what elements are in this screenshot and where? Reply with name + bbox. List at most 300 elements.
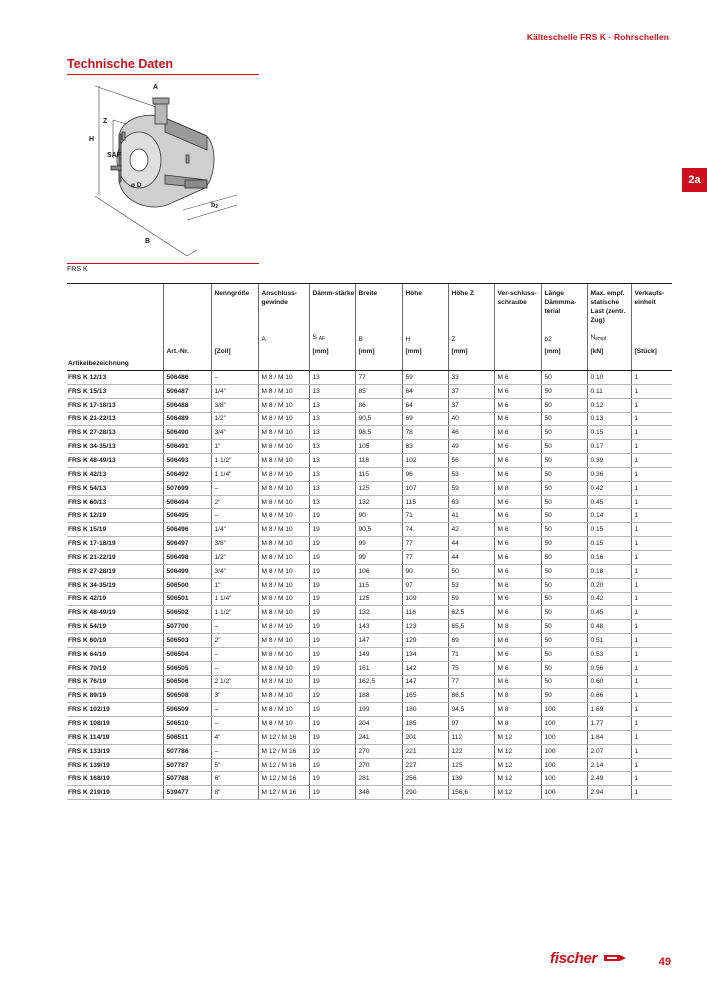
table-cell: 0.42: [587, 481, 631, 495]
table-cell: 1: [631, 758, 672, 772]
cell-art-nr: 506508: [163, 689, 211, 703]
label-b2-sub: 2: [215, 204, 219, 210]
table-row: [67, 481, 672, 495]
table-cell: 1: [631, 717, 672, 731]
table-cell: 44: [448, 550, 494, 564]
table-cell: M 8 / M 10: [258, 454, 309, 468]
table-cell: 65,5: [448, 620, 494, 634]
table-cell: 188: [355, 689, 402, 703]
label-b2-main: b: [211, 202, 216, 209]
table-cell: M 8 / M 10: [258, 509, 309, 523]
table-cell: 50: [541, 537, 587, 551]
table-cell: 105: [355, 440, 402, 454]
table-cell: –: [211, 481, 258, 495]
table-row: [67, 495, 672, 509]
table-cell: 2.07: [587, 744, 631, 758]
table-cell: M 6: [494, 426, 541, 440]
unit-laenge: [mm]: [541, 344, 587, 357]
table-cell: 100: [541, 758, 587, 772]
table-row: [67, 772, 672, 786]
table-cell: 0.13: [587, 412, 631, 426]
cell-artikelbezeichnung: FRS K 17-18/19: [67, 537, 163, 551]
table-cell: 6": [211, 772, 258, 786]
table-cell: 1.69: [587, 703, 631, 717]
table-cell: 0.60: [587, 675, 631, 689]
table-cell: –: [211, 620, 258, 634]
table-cell: 3/8": [211, 537, 258, 551]
cell-art-nr: 539477: [163, 786, 211, 800]
table-cell: 3/4": [211, 426, 258, 440]
table-cell: 161: [355, 661, 402, 675]
table-cell: –: [211, 703, 258, 717]
table-cell: 19: [309, 661, 355, 675]
table-cell: 50: [541, 440, 587, 454]
table-row: [67, 661, 672, 675]
table-cell: 1: [631, 675, 672, 689]
table-cell: 123: [402, 620, 448, 634]
table-cell: 41: [448, 509, 494, 523]
table-row: [67, 578, 672, 592]
cell-art-nr: 506493: [163, 454, 211, 468]
table-cell: M 6: [494, 398, 541, 412]
table-cell: 1: [631, 564, 672, 578]
cell-artikelbezeichnung: FRS K 108/19: [67, 717, 163, 731]
table-cell: 1: [631, 661, 672, 675]
table-cell: 149: [355, 647, 402, 661]
table-cell: 13: [309, 398, 355, 412]
table-cell: M 8 / M 10: [258, 481, 309, 495]
table-cell: 0.15: [587, 523, 631, 537]
table-cell: 2.14: [587, 758, 631, 772]
table-cell: 90,5: [355, 523, 402, 537]
cell-art-nr: 506500: [163, 578, 211, 592]
table-cell: 96: [402, 467, 448, 481]
table-cell: 1: [631, 495, 672, 509]
page-number: 49: [658, 956, 671, 968]
table-cell: 37: [448, 398, 494, 412]
table-cell: 1/4": [211, 523, 258, 537]
table-row: [67, 537, 672, 551]
table-cell: 19: [309, 717, 355, 731]
table-cell: 1.77: [587, 717, 631, 731]
table-cell: 0.53: [587, 647, 631, 661]
symbol-anschluss: A: [258, 333, 309, 344]
table-cell: 156,6: [448, 786, 494, 800]
table-cell: M 6: [494, 675, 541, 689]
table-row: [67, 703, 672, 717]
table-cell: M 6: [494, 412, 541, 426]
table-cell: 1: [631, 730, 672, 744]
table-cell: 50: [541, 467, 587, 481]
table-cell: M 12 / M 16: [258, 744, 309, 758]
table-cell: M 12: [494, 758, 541, 772]
unit-art: Art.-Nr.: [163, 344, 211, 357]
unit-last: [kN]: [587, 344, 631, 357]
table-cell: 0.42: [587, 592, 631, 606]
table-cell: 19: [309, 758, 355, 772]
cell-art-nr: 507700: [163, 620, 211, 634]
table-cell: 50: [541, 481, 587, 495]
cell-art-nr: 507787: [163, 758, 211, 772]
cell-art-nr: 507788: [163, 772, 211, 786]
cell-artikelbezeichnung: FRS K 64/19: [67, 647, 163, 661]
table-cell: 50: [541, 592, 587, 606]
table-cell: M 8 / M 10: [258, 495, 309, 509]
table-cell: 59: [402, 371, 448, 385]
table-cell: –: [211, 647, 258, 661]
cell-art-nr: 506488: [163, 398, 211, 412]
table-cell: 19: [309, 675, 355, 689]
table-cell: 1: [631, 481, 672, 495]
table-cell: 204: [355, 717, 402, 731]
header-empty: [163, 284, 211, 334]
table-cell: 0.48: [587, 620, 631, 634]
table-cell: M 8: [494, 717, 541, 731]
table-cell: 85: [355, 384, 402, 398]
table-cell: M 12 / M 16: [258, 730, 309, 744]
row-label-artikelbezeichnung: Artikelbezeichnung: [67, 357, 163, 371]
table-cell: M 8 / M 10: [258, 412, 309, 426]
table-cell: 40: [448, 412, 494, 426]
symbol-hoehe-z: Z: [448, 333, 494, 344]
table-row: [67, 786, 672, 800]
table-cell: 50: [541, 578, 587, 592]
table-row: [67, 606, 672, 620]
table-cell: 1: [631, 772, 672, 786]
table-cell: 4": [211, 730, 258, 744]
table-row: [67, 384, 672, 398]
table-cell: 13: [309, 371, 355, 385]
cell-art-nr: 506501: [163, 592, 211, 606]
table-cell: 162,5: [355, 675, 402, 689]
table-cell: 116: [402, 606, 448, 620]
cell-art-nr: 506487: [163, 384, 211, 398]
table-row: [67, 440, 672, 454]
cell-art-nr: 507699: [163, 481, 211, 495]
header-hoehe-z: Höhe Z: [448, 284, 494, 334]
table-row: [67, 564, 672, 578]
table-cell: 77: [402, 537, 448, 551]
table-cell: 3/4": [211, 564, 258, 578]
table-cell: 0.56: [587, 661, 631, 675]
table-cell: 1: [631, 689, 672, 703]
cell-artikelbezeichnung: FRS K 60/19: [67, 634, 163, 648]
cell-artikelbezeichnung: FRS K 102/19: [67, 703, 163, 717]
table-cell: –: [211, 744, 258, 758]
table-cell: 1: [631, 592, 672, 606]
unit-daemm: [mm]: [309, 344, 355, 357]
cell-artikelbezeichnung: FRS K 34-35/19: [67, 578, 163, 592]
table-cell: M 8 / M 10: [258, 606, 309, 620]
table-cell: 90: [355, 509, 402, 523]
table-cell: 290: [402, 786, 448, 800]
table-cell: 90: [402, 564, 448, 578]
table-cell: 115: [402, 495, 448, 509]
table-cell: 1: [631, 606, 672, 620]
table-row: [67, 509, 672, 523]
table-cell: M 8 / M 10: [258, 661, 309, 675]
table-cell: 1": [211, 578, 258, 592]
cell-artikelbezeichnung: FRS K 139/19: [67, 758, 163, 772]
table-cell: 50: [541, 426, 587, 440]
table-cell: 19: [309, 634, 355, 648]
table-cell: 50: [448, 564, 494, 578]
cell-art-nr: 506491: [163, 440, 211, 454]
table-cell: 59: [448, 481, 494, 495]
table-cell: 1: [631, 454, 672, 468]
table-cell: 122: [448, 744, 494, 758]
table-row: [67, 454, 672, 468]
section-title: Technische Daten: [67, 57, 174, 71]
table-cell: 19: [309, 772, 355, 786]
table-cell: 19: [309, 564, 355, 578]
header-row-symbols: [67, 333, 672, 344]
table-row: [67, 620, 672, 634]
table-cell: 46: [448, 426, 494, 440]
table-cell: 5": [211, 758, 258, 772]
table-cell: 49: [448, 440, 494, 454]
table-cell: 13: [309, 412, 355, 426]
table-row: [67, 717, 672, 731]
table-cell: M 12: [494, 744, 541, 758]
table-cell: 13: [309, 426, 355, 440]
table-cell: 2": [211, 634, 258, 648]
page-header-title: Kälteschelle FRS K · Rohrschellen: [526, 32, 669, 42]
table-cell: 1: [631, 440, 672, 454]
table-cell: 0.14: [587, 509, 631, 523]
header-row-labels: [67, 284, 672, 334]
header-breite: Breite: [355, 284, 402, 334]
table-cell: 1: [631, 509, 672, 523]
table-cell: 147: [402, 675, 448, 689]
table-cell: 102: [402, 454, 448, 468]
table-cell: 42: [448, 523, 494, 537]
table-row: [67, 758, 672, 772]
table-cell: 50: [541, 689, 587, 703]
table-cell: 107: [402, 481, 448, 495]
table-cell: M 8 / M 10: [258, 440, 309, 454]
table-cell: M 8: [494, 481, 541, 495]
table-cell: 125: [355, 592, 402, 606]
table-cell: M 8: [494, 689, 541, 703]
unit-nenngroesse: [Zoll]: [211, 344, 258, 357]
header-anschluss: Anschluss-gewinde: [258, 284, 309, 334]
table-cell: 50: [541, 398, 587, 412]
table-cell: 90,5: [355, 412, 402, 426]
table-cell: 97: [402, 578, 448, 592]
table-cell: 53: [448, 467, 494, 481]
cell-artikelbezeichnung: FRS K 76/19: [67, 675, 163, 689]
cell-art-nr: 506490: [163, 426, 211, 440]
table-cell: 100: [541, 786, 587, 800]
table-cell: M 8 / M 10: [258, 564, 309, 578]
table-cell: 19: [309, 606, 355, 620]
header-row-units: [67, 344, 672, 357]
table-cell: 2.49: [587, 772, 631, 786]
table-cell: 106: [355, 564, 402, 578]
table-cell: 1 1/4": [211, 592, 258, 606]
table-cell: 132: [355, 606, 402, 620]
cell-art-nr: 506496: [163, 523, 211, 537]
table-cell: 62,5: [448, 606, 494, 620]
table-cell: M 8 / M 10: [258, 647, 309, 661]
label-b: B: [145, 238, 151, 245]
table-cell: 118: [355, 454, 402, 468]
table-cell: 0.20: [587, 578, 631, 592]
label-d: ø D: [131, 182, 142, 189]
table-cell: 270: [355, 744, 402, 758]
table-row: [67, 398, 672, 412]
table-cell: 1: [631, 537, 672, 551]
table-cell: 19: [309, 537, 355, 551]
table-cell: M 6: [494, 634, 541, 648]
cell-artikelbezeichnung: FRS K 54/19: [67, 620, 163, 634]
table-cell: 125: [355, 481, 402, 495]
table-cell: 50: [541, 647, 587, 661]
table-cell: 2.94: [587, 786, 631, 800]
table-cell: –: [211, 509, 258, 523]
table-cell: 33: [448, 371, 494, 385]
cell-art-nr: 506495: [163, 509, 211, 523]
table-cell: 1 1/2": [211, 606, 258, 620]
header-laenge: Länge Dämmma-terial: [541, 284, 587, 334]
cell-artikelbezeichnung: FRS K 54/13: [67, 481, 163, 495]
cell-artikelbezeichnung: FRS K 70/19: [67, 661, 163, 675]
table-row: [67, 689, 672, 703]
table-cell: 71: [448, 647, 494, 661]
table-cell: 115: [355, 578, 402, 592]
table-cell: M 12: [494, 730, 541, 744]
table-cell: 63: [448, 495, 494, 509]
table-cell: 50: [541, 454, 587, 468]
table-cell: 1/2": [211, 412, 258, 426]
cell-art-nr: 506509: [163, 703, 211, 717]
table-cell: 115: [355, 467, 402, 481]
table-cell: 13: [309, 495, 355, 509]
cell-art-nr: 506499: [163, 564, 211, 578]
table-cell: 19: [309, 523, 355, 537]
table-cell: 185: [402, 717, 448, 731]
table-cell: 19: [309, 509, 355, 523]
table-row: [67, 467, 672, 481]
header-verschluss: Ver-schluss-schraube: [494, 284, 541, 334]
table-cell: 64: [402, 384, 448, 398]
cell-artikelbezeichnung: FRS K 42/13: [67, 467, 163, 481]
table-cell: 1: [631, 523, 672, 537]
cell-art-nr: 506502: [163, 606, 211, 620]
table-cell: 134: [402, 647, 448, 661]
table-cell: M 12 / M 16: [258, 758, 309, 772]
table-row: [67, 412, 672, 426]
table-cell: 69: [448, 634, 494, 648]
table-cell: M 8 / M 10: [258, 467, 309, 481]
table-cell: 1: [631, 634, 672, 648]
table-cell: 50: [541, 371, 587, 385]
table-cell: 13: [309, 440, 355, 454]
table-cell: 1 1/2": [211, 454, 258, 468]
table-cell: M 8 / M 10: [258, 398, 309, 412]
caption-divider: [67, 263, 259, 264]
table-cell: 199: [355, 703, 402, 717]
table-cell: M 6: [494, 523, 541, 537]
table-cell: 165: [402, 689, 448, 703]
table-cell: 1: [631, 647, 672, 661]
table-cell: M 6: [494, 384, 541, 398]
table-cell: 74: [402, 523, 448, 537]
unit-hoehe-z: [mm]: [448, 344, 494, 357]
table-cell: 1": [211, 440, 258, 454]
table-cell: 1/2": [211, 550, 258, 564]
table-cell: 180: [402, 703, 448, 717]
cell-art-nr: 506511: [163, 730, 211, 744]
table-cell: 50: [541, 634, 587, 648]
table-cell: 83: [402, 440, 448, 454]
brand-name: fischer: [550, 950, 598, 967]
table-cell: 78: [402, 426, 448, 440]
table-cell: 19: [309, 730, 355, 744]
table-cell: 19: [309, 592, 355, 606]
table-cell: 0.16: [587, 550, 631, 564]
table-cell: 1/4": [211, 384, 258, 398]
table-cell: M 8 / M 10: [258, 384, 309, 398]
header-daemm: Dämm-stärke: [309, 284, 355, 334]
header-empty: [67, 284, 163, 334]
table-cell: M 8 / M 10: [258, 620, 309, 634]
table-cell: 227: [402, 758, 448, 772]
table-row: [67, 730, 672, 744]
cell-artikelbezeichnung: FRS K 114/19: [67, 730, 163, 744]
table-cell: 1: [631, 467, 672, 481]
table-cell: 13: [309, 454, 355, 468]
cell-art-nr: 506504: [163, 647, 211, 661]
table-cell: 0.10: [587, 371, 631, 385]
table-row: [67, 371, 672, 385]
table-cell: 64: [402, 398, 448, 412]
cell-artikelbezeichnung: FRS K 21-22/13: [67, 412, 163, 426]
table-cell: 0.39: [587, 454, 631, 468]
unit-hoehe: [mm]: [402, 344, 448, 357]
table-cell: 59: [448, 592, 494, 606]
table-cell: M 6: [494, 550, 541, 564]
table-cell: 13: [309, 384, 355, 398]
table-cell: 100: [541, 730, 587, 744]
table-cell: 100: [541, 703, 587, 717]
table-cell: 99: [355, 550, 402, 564]
table-cell: 77: [402, 550, 448, 564]
table-cell: 94,5: [448, 703, 494, 717]
table-cell: M 6: [494, 454, 541, 468]
table-cell: M 6: [494, 647, 541, 661]
cell-artikelbezeichnung: FRS K 15/19: [67, 523, 163, 537]
table-cell: 86,5: [448, 689, 494, 703]
table-cell: 19: [309, 744, 355, 758]
table-cell: 50: [541, 523, 587, 537]
cell-artikelbezeichnung: FRS K 27-28/13: [67, 426, 163, 440]
label-b2: [211, 202, 218, 210]
table-cell: 1: [631, 398, 672, 412]
table-cell: 256: [402, 772, 448, 786]
table-cell: 69: [402, 412, 448, 426]
table-cell: 1: [631, 384, 672, 398]
pipe-clamp-drawing: [67, 80, 259, 260]
cell-artikelbezeichnung: FRS K 21-22/19: [67, 550, 163, 564]
table-cell: 37: [448, 384, 494, 398]
table-cell: M 8 / M 10: [258, 550, 309, 564]
cell-art-nr: 506510: [163, 717, 211, 731]
table-cell: 241: [355, 730, 402, 744]
table-cell: 2": [211, 495, 258, 509]
symbol-breite: B: [355, 333, 402, 344]
